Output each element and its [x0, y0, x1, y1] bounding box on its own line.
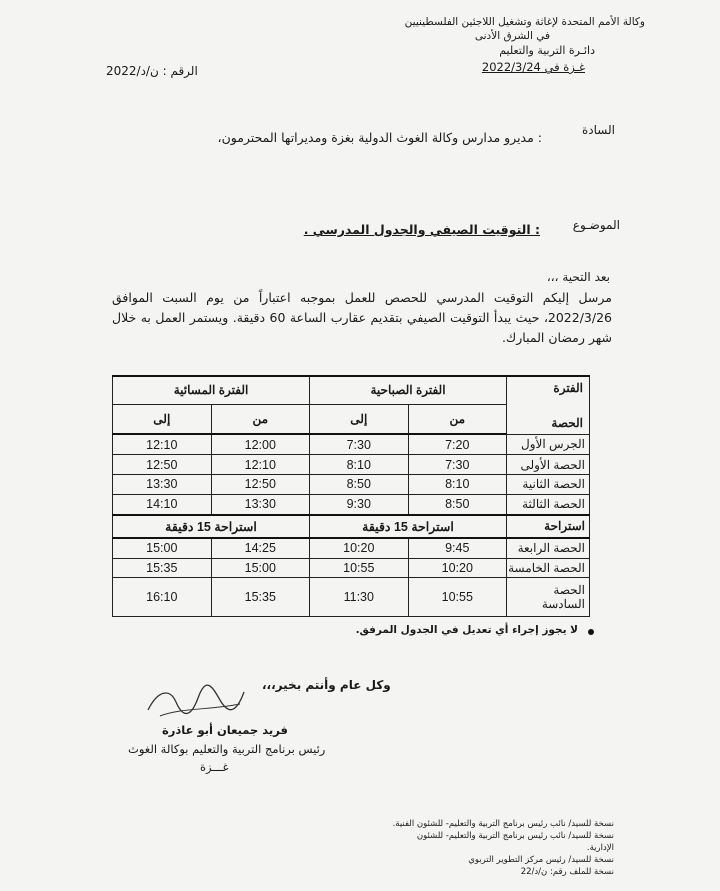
copy-line: نسخة للسيد/ رئيس مركز التطوير التربوي [468, 855, 614, 865]
evening-to: 15:35 [113, 558, 212, 578]
table-row [113, 434, 590, 455]
evening-to-header: إلى [113, 404, 212, 434]
evening-from: 12:10 [211, 455, 309, 475]
copy-line: نسخة للسيد/ نائب رئيس برنامج التربية والتعليم- للشئون الإدارية. [416, 831, 614, 853]
signatory-title: رئيس برنامج التربية والتعليم بوكالة الغوث [128, 742, 326, 756]
morning-from: 10:55 [408, 578, 506, 617]
morning-to: 10:55 [310, 558, 409, 578]
evening-to: 12:50 [113, 455, 212, 475]
evening-from-header: من [211, 404, 309, 434]
evening-from: 12:00 [211, 434, 309, 455]
table-row [113, 455, 590, 475]
corner-class-label: الحصة [551, 415, 583, 430]
schedule-table [112, 375, 590, 617]
note-bullet-icon [588, 629, 594, 635]
morning-from: 7:30 [408, 455, 506, 475]
signatory-place: غـــزة [200, 760, 229, 774]
morning-to-header: إلى [310, 404, 409, 434]
evening-to: 15:00 [113, 538, 212, 559]
evening-break: استراحة 15 دقيقة [113, 515, 310, 538]
evening-from: 14:25 [211, 538, 309, 559]
signatory-name: فريد جميعان أبو عاذرة [162, 723, 288, 737]
copies-list [388, 818, 614, 878]
signature-scribble-icon [140, 680, 250, 725]
morning-to: 9:30 [310, 494, 409, 515]
org-name: وكالة الأمم المتحدة لإغاثة وتشغيل اللاجئين الفلسطينيين [404, 16, 645, 28]
table-row [113, 474, 590, 494]
table-row [113, 558, 590, 578]
department-name: دائـرة التربية والتعليم [499, 44, 595, 57]
letter-date: غـزة في 2022/3/24 [481, 60, 585, 74]
table-corner-cell [507, 376, 590, 434]
break-row [113, 515, 590, 538]
body-paragraph: مرسل إليكم التوقيت المدرسي للحصص للعمل بموجبه اعتباراً من يوم السبت الموافق 2022/3/26، حيث يبدأ التوقيت الصيفي بتقديم عقارب الساعة 60 دقيقة. ويستمر العمل به خلال شهر رمضان المبارك. [112, 290, 612, 345]
evening-from: 15:00 [211, 558, 309, 578]
morning-break: استراحة 15 دقيقة [310, 515, 507, 538]
org-region: في الشرق الأدنى [474, 30, 550, 42]
row-name: الحصة الرابعة [507, 538, 590, 559]
morning-from: 10:20 [408, 558, 506, 578]
evening-to: 13:30 [113, 474, 212, 494]
row-name: الحصة الثالثة [507, 494, 590, 515]
row-name: الجرس الأول [507, 434, 590, 455]
evening-to: 16:10 [113, 578, 212, 617]
evening-from: 15:35 [211, 578, 309, 617]
row-name: الحصة الخامسة [507, 558, 590, 578]
morning-from-header: من [408, 404, 506, 434]
table-row [113, 538, 590, 559]
addressee-label: السادة [582, 123, 615, 137]
table-row [113, 494, 590, 515]
row-name: الحصة الثانية [507, 474, 590, 494]
subject-text: : التوقيت الصيفي والجدول المدرسي . [303, 222, 540, 237]
reference-number: الرقم : ن/د/2022 [106, 64, 198, 78]
copy-line: نسخة للملف رقم: ن/د/22 [520, 867, 614, 877]
evening-from: 12:50 [211, 474, 309, 494]
row-name: الحصة الأولى [507, 455, 590, 475]
break-label: استراحة [507, 515, 590, 538]
row-name: الحصة السادسة [507, 578, 590, 617]
greeting: بعد التحية ،،، [546, 270, 610, 284]
morning-from: 7:20 [408, 434, 506, 455]
table-row [113, 578, 590, 617]
morning-to: 8:10 [310, 455, 409, 475]
subject-label: الموضـوع [572, 218, 620, 232]
copy-line: نسخة للسيد/ نائب رئيس برنامج التربية والتعليم- للشئون الفنية. [392, 819, 614, 829]
addressee-text: : مديرو مدارس وكالة الغوث الدولية بغزة ومديراتها المحترمون، [217, 130, 542, 145]
closing-text: وكل عام وأنتم بخير،،، [262, 678, 391, 692]
corner-period-label: الفترة [553, 381, 583, 395]
evening-to: 12:10 [113, 434, 212, 455]
morning-to: 8:50 [310, 474, 409, 494]
morning-to: 11:30 [310, 578, 409, 617]
morning-from: 9:45 [408, 538, 506, 559]
morning-to: 7:30 [310, 434, 409, 455]
morning-from: 8:50 [408, 494, 506, 515]
evening-from: 13:30 [211, 494, 309, 515]
evening-period-header: الفترة المسائية [113, 376, 310, 404]
morning-to: 10:20 [310, 538, 409, 559]
evening-to: 14:10 [113, 494, 212, 515]
note-text: لا يجوز إجراء أي تعديل في الجدول المرفق. [355, 624, 578, 636]
morning-period-header: الفترة الصباحية [310, 376, 507, 404]
morning-from: 8:10 [408, 474, 506, 494]
